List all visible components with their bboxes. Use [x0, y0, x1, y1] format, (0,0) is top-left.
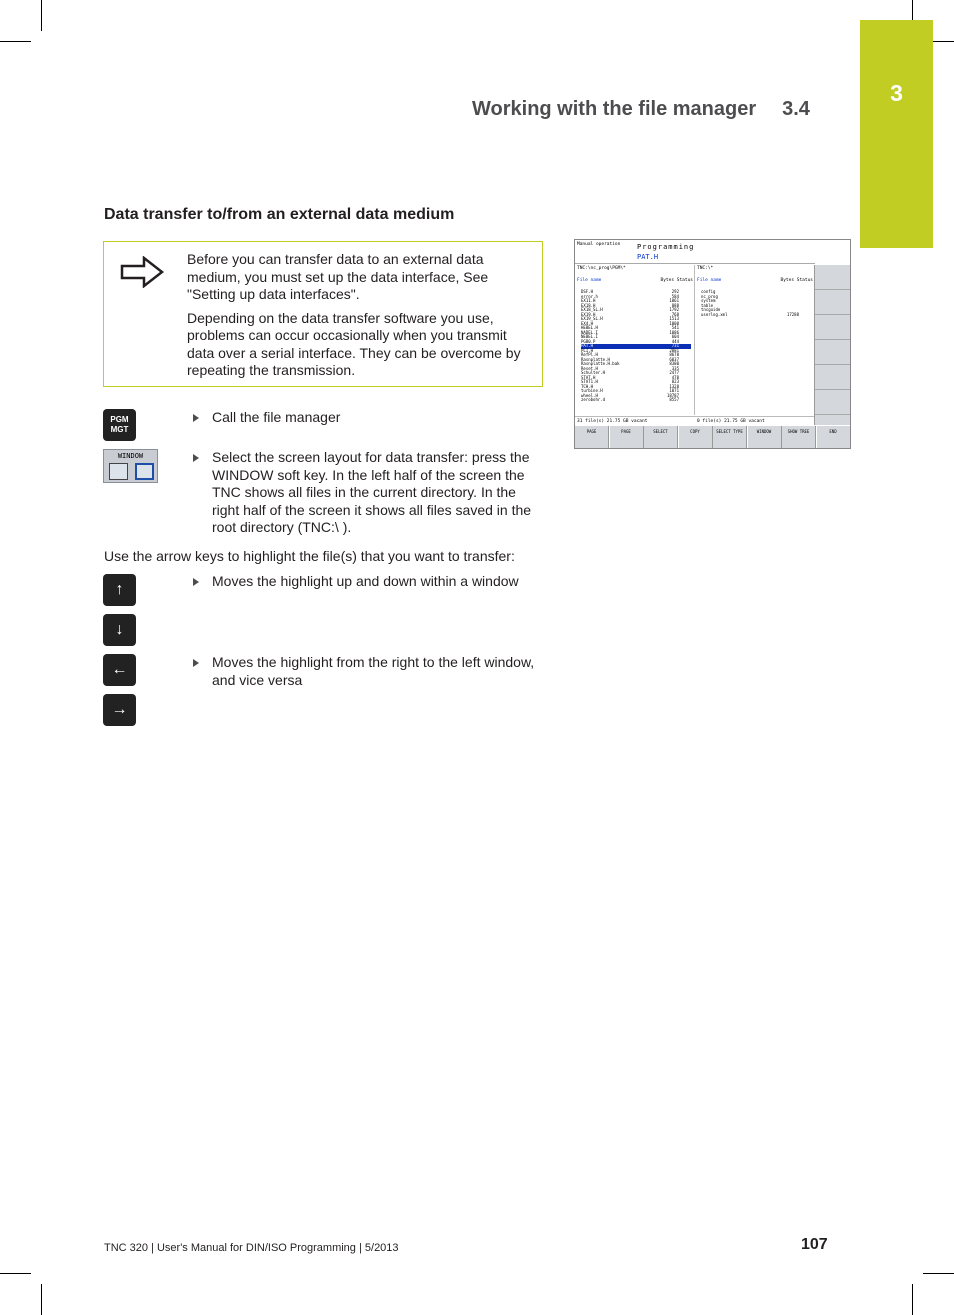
file-size: 888: [671, 302, 679, 308]
right-status: 0 file(s) 21.75 GB vacant: [695, 416, 815, 425]
left-column-header: [577, 278, 693, 283]
file-name: RefPl.H: [581, 352, 598, 357]
operating-mode: Manual operation: [577, 242, 621, 247]
file-name: table: [701, 302, 714, 308]
softkey: SELECT: [644, 426, 678, 449]
bullet-triangle-icon: [193, 659, 199, 667]
file-name: Reset.H: [581, 365, 598, 371]
file-size: 1000: [669, 320, 679, 326]
file-size: 8557: [669, 397, 679, 402]
file-size: 1061: [669, 298, 679, 303]
arrow-up-key: ↑: [103, 574, 136, 606]
file-size: 1513: [669, 316, 679, 321]
file-name: tncguide: [701, 307, 721, 312]
softkey: WINDOW: [748, 426, 782, 449]
column-name: File name: [697, 278, 722, 283]
vertical-softkey-bar: [814, 265, 850, 425]
file-name: nc_prog: [701, 293, 718, 299]
softkey: END: [817, 426, 851, 449]
footer-text: TNC 320 | User's Manual for DIN/ISO Programming | 5/2013: [104, 1242, 399, 1254]
file-name: system: [701, 298, 716, 303]
right-file-pane: [695, 265, 815, 415]
file-name: zerobohr.d: [581, 397, 606, 402]
chapter-number: 3: [890, 80, 903, 106]
file-name: PGB0.P: [581, 338, 596, 344]
file-name: EX18_SL.H: [581, 307, 603, 312]
file-size: 1071: [669, 388, 679, 393]
file-name: DSF.H: [581, 289, 594, 294]
left-file-list: [581, 290, 691, 403]
left-path: TNC:\nc_prog\PGM\*: [577, 266, 626, 271]
crop-mark: [923, 1273, 954, 1274]
step-text: Select the screen layout for data transfer: press the WINDOW soft key. In the left half of the screen the TNC shows all files in the current directory. In the right half of the screen it shows all files saved in the root directory (TNC:\ ).: [212, 449, 532, 535]
crop-mark: [912, 1284, 913, 1315]
file-name: EX4.H: [581, 320, 594, 326]
file-name: Rasnplatte.H.bak: [581, 361, 620, 366]
note-box: [103, 241, 543, 387]
softkey: SELECT TYPE: [713, 426, 747, 449]
right-arrow-icon: [120, 256, 164, 288]
file-name: userlog.xml: [701, 311, 728, 317]
bullet-triangle-icon: [193, 578, 199, 586]
file-size: 8380: [669, 361, 679, 366]
crop-mark: [41, 0, 42, 31]
pgm-mgt-key: [103, 409, 136, 441]
step-text: Moves the highlight from the right to the left window, and vice versa: [212, 654, 535, 688]
file-size: 1792: [669, 307, 679, 312]
arrow-down-key: ↓: [103, 614, 136, 646]
softkey: PAGE: [610, 426, 644, 449]
file-size: 18787: [666, 392, 679, 398]
file-size: 17288: [786, 311, 799, 317]
file-size: 731: [671, 343, 679, 348]
header-section: 3.4: [782, 98, 810, 120]
softkey: PAGE: [575, 426, 609, 449]
step-text: Moves the highlight up and down within a window: [212, 573, 519, 589]
screen-header: [575, 240, 815, 264]
split-window-icon: [109, 463, 128, 480]
running-header: [472, 98, 810, 121]
header-title: Working with the file manager: [472, 98, 757, 120]
right-column-header: [697, 278, 813, 283]
arrow-left-key: ←: [103, 654, 136, 686]
left-status: 31 file(s) 21.75 GB vacant: [575, 416, 695, 425]
step-updown: [193, 573, 543, 591]
crop-mark: [0, 41, 31, 42]
step-leftright: [193, 654, 543, 689]
chapter-tab: [860, 20, 933, 248]
arrows-intro: Use the arrow keys to highlight the file(s) that you want to transfer:: [104, 548, 515, 564]
file-size: 1086: [669, 329, 679, 335]
file-size: 8678: [669, 352, 679, 357]
file-name: error.h: [581, 293, 598, 299]
file-name: EX19.H: [581, 311, 596, 317]
file-name: HEBEL.H: [581, 325, 598, 330]
file-size: 604: [671, 334, 679, 339]
bullet-triangle-icon: [193, 454, 199, 462]
bullet-triangle-icon: [193, 414, 199, 422]
file-name: EX19_SL.H: [581, 316, 603, 321]
file-name: Schulter.H: [581, 370, 606, 375]
file-size: 768: [671, 311, 679, 317]
file-name: config: [701, 289, 716, 294]
file-manager-screenshot: [574, 239, 851, 449]
section-title: Data transfer to/from an external data medium: [104, 206, 455, 223]
file-name: STAT1.H: [581, 379, 598, 384]
file-row: [581, 398, 691, 403]
file-size: 2881: [669, 347, 679, 353]
file-name: wheel.H: [581, 392, 598, 398]
file-size: 1328: [669, 383, 679, 389]
key-label: MGT: [110, 425, 129, 434]
file-name: NEBEL.I: [581, 334, 598, 339]
file-size: 292: [671, 289, 679, 294]
file-name: EX11.H: [581, 298, 596, 303]
file-name: PLI.H: [581, 347, 594, 353]
file-size: 335: [671, 365, 679, 371]
right-path: TNC:\*: [697, 266, 714, 271]
file-name: Rasnplatte.H: [581, 356, 610, 362]
file-size: 823: [671, 379, 679, 384]
column-bytes: Bytes Status: [660, 278, 693, 283]
key-label: PGM: [110, 415, 129, 424]
page-number: 107: [801, 1236, 828, 1253]
split-window-icon: [135, 463, 154, 480]
step-text: Call the file manager: [212, 409, 341, 425]
file-size: 478: [671, 374, 679, 380]
column-bytes: Bytes Status: [780, 278, 813, 283]
right-file-list: [701, 290, 811, 317]
note-paragraph: Before you can transfer data to an external data medium, you must set up the data interface, See "Setting up data interfaces".: [187, 251, 489, 302]
window-softkey: [103, 449, 158, 483]
file-name: EX18.H: [581, 302, 596, 308]
current-file: PAT.H: [637, 253, 659, 261]
file-size: 444: [671, 338, 679, 344]
file-name: turbine.H: [581, 388, 603, 393]
file-name: STAT.H: [581, 374, 596, 380]
crop-mark: [41, 1284, 42, 1315]
programming-label: Programming: [637, 243, 695, 251]
arrow-right-key: →: [103, 694, 136, 726]
softkey-label: WINDOW: [117, 452, 144, 460]
file-size: 6037: [669, 356, 679, 362]
file-size: 584: [671, 293, 679, 299]
left-file-pane: [575, 265, 695, 415]
file-name: NADEL.I: [581, 329, 598, 335]
softkey: COPY: [679, 426, 713, 449]
file-size: 2477: [669, 370, 679, 375]
step-select: [193, 449, 543, 537]
file-name: PAT.H: [581, 343, 594, 348]
file-size: 541: [671, 325, 679, 330]
file-name: TCH.H: [581, 383, 594, 389]
step-call: [193, 409, 543, 427]
note-paragraph: Depending on the data transfer software you use, problems can occur occasionally when you transmit data over a serial interface. They can be overcome by repeating the transmission.: [187, 309, 521, 378]
column-name: File name: [577, 278, 602, 283]
softkey: SHOW TREE: [782, 426, 816, 449]
crop-mark: [0, 1273, 31, 1274]
file-row: [701, 313, 811, 318]
